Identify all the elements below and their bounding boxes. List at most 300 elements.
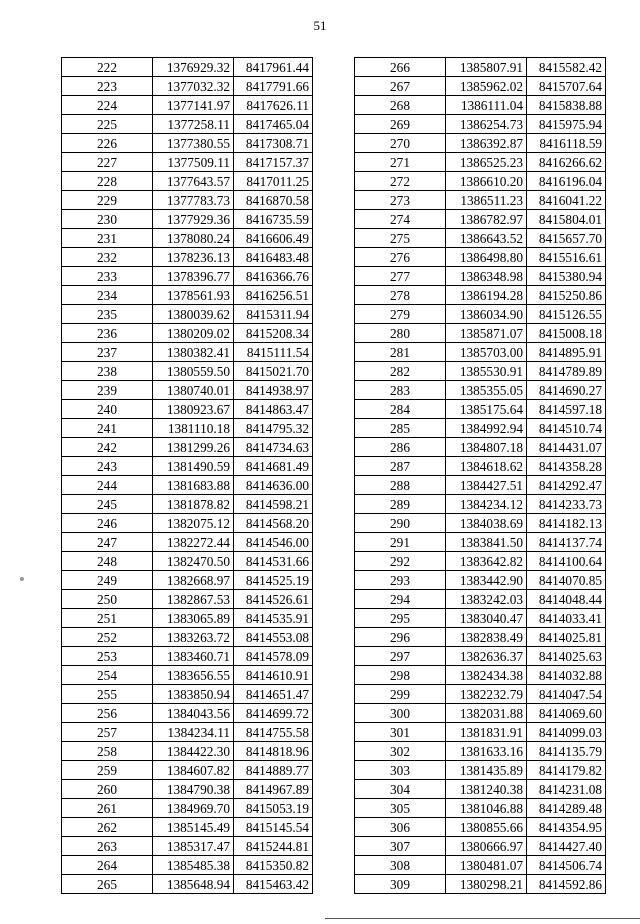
- x-coordinate-cell: 1381435.89: [446, 761, 527, 780]
- y-coordinate-cell: 8414568.20: [234, 514, 313, 533]
- table-row: [355, 685, 606, 704]
- y-coordinate-cell: 8417157.37: [234, 153, 313, 172]
- y-coordinate-cell: 8414526.61: [234, 590, 313, 609]
- table-row: [355, 666, 606, 685]
- y-coordinate-cell: 8416735.59: [234, 210, 313, 229]
- point-number-cell: 254: [62, 666, 153, 685]
- table-row: [62, 362, 313, 381]
- scan-edge-line: [325, 918, 640, 919]
- y-coordinate-cell: 8415975.94: [527, 115, 606, 134]
- y-coordinate-cell: 8415516.61: [527, 248, 606, 267]
- point-number-cell: 293: [355, 571, 446, 590]
- x-coordinate-cell: 1378080.24: [153, 229, 234, 248]
- y-coordinate-cell: 8416118.59: [527, 134, 606, 153]
- table-row: [355, 552, 606, 571]
- table-row: [355, 628, 606, 647]
- point-number-cell: 237: [62, 343, 153, 362]
- table-row: [62, 571, 313, 590]
- table-row: [355, 799, 606, 818]
- x-coordinate-cell: 1383460.71: [153, 647, 234, 666]
- y-coordinate-cell: 8415838.88: [527, 96, 606, 115]
- table-row: [62, 286, 313, 305]
- y-coordinate-cell: 8416483.48: [234, 248, 313, 267]
- x-coordinate-cell: 1386782.97: [446, 210, 527, 229]
- x-coordinate-cell: 1385703.00: [446, 343, 527, 362]
- table-row: [355, 172, 606, 191]
- point-number-cell: 266: [355, 58, 446, 77]
- y-coordinate-cell: 8414179.82: [527, 761, 606, 780]
- table-row: [62, 324, 313, 343]
- point-number-cell: 281: [355, 343, 446, 362]
- table-row: [355, 514, 606, 533]
- x-coordinate-cell: 1384607.82: [153, 761, 234, 780]
- point-number-cell: 238: [62, 362, 153, 381]
- x-coordinate-cell: 1377643.57: [153, 172, 234, 191]
- x-coordinate-cell: 1383242.03: [446, 590, 527, 609]
- y-coordinate-cell: 8414938.97: [234, 381, 313, 400]
- y-coordinate-cell: 8414546.00: [234, 533, 313, 552]
- point-number-cell: 257: [62, 723, 153, 742]
- y-coordinate-cell: 8414069.60: [527, 704, 606, 723]
- x-coordinate-cell: 1386392.87: [446, 134, 527, 153]
- point-number-cell: 226: [62, 134, 153, 153]
- table-row: [62, 761, 313, 780]
- point-number-cell: 232: [62, 248, 153, 267]
- table-row: [62, 400, 313, 419]
- x-coordinate-cell: 1380209.02: [153, 324, 234, 343]
- x-coordinate-cell: 1377258.11: [153, 115, 234, 134]
- y-coordinate-cell: 8414025.81: [527, 628, 606, 647]
- table-row: [62, 685, 313, 704]
- point-number-cell: 274: [355, 210, 446, 229]
- point-number-cell: 236: [62, 324, 153, 343]
- table-row: [62, 742, 313, 761]
- x-coordinate-cell: 1384038.69: [446, 514, 527, 533]
- table-row: [62, 58, 313, 77]
- table-row: [355, 115, 606, 134]
- point-number-cell: 269: [355, 115, 446, 134]
- point-number-cell: 295: [355, 609, 446, 628]
- y-coordinate-cell: 8414795.32: [234, 419, 313, 438]
- coordinates-table-right: [354, 57, 606, 894]
- point-number-cell: 260: [62, 780, 153, 799]
- x-coordinate-cell: 1384427.51: [446, 476, 527, 495]
- point-number-cell: 273: [355, 191, 446, 210]
- x-coordinate-cell: 1384969.70: [153, 799, 234, 818]
- x-coordinate-cell: 1385175.64: [446, 400, 527, 419]
- x-coordinate-cell: 1380855.66: [446, 818, 527, 837]
- table-row: [62, 590, 313, 609]
- x-coordinate-cell: 1380666.97: [446, 837, 527, 856]
- y-coordinate-cell: 8414598.21: [234, 495, 313, 514]
- y-coordinate-cell: 8414137.74: [527, 533, 606, 552]
- x-coordinate-cell: 1386194.28: [446, 286, 527, 305]
- x-coordinate-cell: 1380298.21: [446, 875, 527, 894]
- point-number-cell: 223: [62, 77, 153, 96]
- point-number-cell: 245: [62, 495, 153, 514]
- x-coordinate-cell: 1382470.50: [153, 552, 234, 571]
- y-coordinate-cell: 8414032.88: [527, 666, 606, 685]
- table-row: [355, 362, 606, 381]
- point-number-cell: 241: [62, 419, 153, 438]
- table-row: [62, 666, 313, 685]
- point-number-cell: 309: [355, 875, 446, 894]
- y-coordinate-cell: 8414100.64: [527, 552, 606, 571]
- x-coordinate-cell: 1383850.94: [153, 685, 234, 704]
- y-coordinate-cell: 8414099.03: [527, 723, 606, 742]
- coordinates-table-left: [61, 57, 313, 894]
- page-number: 51: [313, 18, 327, 33]
- y-coordinate-cell: 8414734.63: [234, 438, 313, 457]
- x-coordinate-cell: 1383642.82: [446, 552, 527, 571]
- x-coordinate-cell: 1384043.56: [153, 704, 234, 723]
- x-coordinate-cell: 1381490.59: [153, 457, 234, 476]
- table-row: [355, 761, 606, 780]
- table-row: [62, 495, 313, 514]
- point-number-cell: 286: [355, 438, 446, 457]
- point-number-cell: 234: [62, 286, 153, 305]
- y-coordinate-cell: 8414292.47: [527, 476, 606, 495]
- x-coordinate-cell: 1384992.94: [446, 419, 527, 438]
- y-coordinate-cell: 8414789.89: [527, 362, 606, 381]
- table-row: [62, 780, 313, 799]
- x-coordinate-cell: 1382636.37: [446, 647, 527, 666]
- point-number-cell: 263: [62, 837, 153, 856]
- x-coordinate-cell: 1381240.38: [446, 780, 527, 799]
- y-coordinate-cell: 8414048.44: [527, 590, 606, 609]
- point-number-cell: 242: [62, 438, 153, 457]
- point-number-cell: 228: [62, 172, 153, 191]
- x-coordinate-cell: 1386511.23: [446, 191, 527, 210]
- y-coordinate-cell: 8414863.47: [234, 400, 313, 419]
- y-coordinate-cell: 8414358.28: [527, 457, 606, 476]
- x-coordinate-cell: 1382867.53: [153, 590, 234, 609]
- point-number-cell: 287: [355, 457, 446, 476]
- y-coordinate-cell: 8414553.08: [234, 628, 313, 647]
- x-coordinate-cell: 1381683.88: [153, 476, 234, 495]
- y-coordinate-cell: 8414755.58: [234, 723, 313, 742]
- table-row: [355, 324, 606, 343]
- x-coordinate-cell: 1381831.91: [446, 723, 527, 742]
- table-row: [62, 799, 313, 818]
- point-number-cell: 302: [355, 742, 446, 761]
- table-row: [62, 533, 313, 552]
- y-coordinate-cell: 8414135.79: [527, 742, 606, 761]
- x-coordinate-cell: 1376929.32: [153, 58, 234, 77]
- table-row: [62, 134, 313, 153]
- x-coordinate-cell: 1386348.98: [446, 267, 527, 286]
- point-number-cell: 264: [62, 856, 153, 875]
- x-coordinate-cell: 1380481.07: [446, 856, 527, 875]
- point-number-cell: 244: [62, 476, 153, 495]
- margin-mark: [20, 577, 24, 581]
- table-row: [62, 210, 313, 229]
- x-coordinate-cell: 1378236.13: [153, 248, 234, 267]
- table-row: [355, 438, 606, 457]
- y-coordinate-cell: 8415208.34: [234, 324, 313, 343]
- table-row: [62, 77, 313, 96]
- y-coordinate-cell: 8415582.42: [527, 58, 606, 77]
- y-coordinate-cell: 8415021.70: [234, 362, 313, 381]
- x-coordinate-cell: 1382232.79: [446, 685, 527, 704]
- table-row: [355, 590, 606, 609]
- x-coordinate-cell: 1383065.89: [153, 609, 234, 628]
- x-coordinate-cell: 1384234.11: [153, 723, 234, 742]
- table-row: [355, 533, 606, 552]
- x-coordinate-cell: 1384234.12: [446, 495, 527, 514]
- x-coordinate-cell: 1377380.55: [153, 134, 234, 153]
- x-coordinate-cell: 1377783.73: [153, 191, 234, 210]
- x-coordinate-cell: 1381046.88: [446, 799, 527, 818]
- table-row: [62, 305, 313, 324]
- point-number-cell: 243: [62, 457, 153, 476]
- x-coordinate-cell: 1377929.36: [153, 210, 234, 229]
- table-row: [62, 647, 313, 666]
- y-coordinate-cell: 8414510.74: [527, 419, 606, 438]
- x-coordinate-cell: 1382075.12: [153, 514, 234, 533]
- y-coordinate-cell: 8414592.86: [527, 875, 606, 894]
- x-coordinate-cell: 1381299.26: [153, 438, 234, 457]
- y-coordinate-cell: 8414895.91: [527, 343, 606, 362]
- table-row: [62, 723, 313, 742]
- point-number-cell: 233: [62, 267, 153, 286]
- table-row: [62, 818, 313, 837]
- point-number-cell: 259: [62, 761, 153, 780]
- point-number-cell: 224: [62, 96, 153, 115]
- table-row: [355, 305, 606, 324]
- table-row: [62, 96, 313, 115]
- x-coordinate-cell: 1385807.91: [446, 58, 527, 77]
- point-number-cell: 301: [355, 723, 446, 742]
- table-row: [355, 818, 606, 837]
- point-number-cell: 262: [62, 818, 153, 837]
- table-row: [355, 571, 606, 590]
- table-row: [62, 609, 313, 628]
- y-coordinate-cell: 8415463.42: [234, 875, 313, 894]
- point-number-cell: 288: [355, 476, 446, 495]
- point-number-cell: 267: [355, 77, 446, 96]
- table-row: [355, 77, 606, 96]
- table-row: [62, 476, 313, 495]
- table-row: [355, 134, 606, 153]
- point-number-cell: 308: [355, 856, 446, 875]
- table-row: [355, 381, 606, 400]
- point-number-cell: 280: [355, 324, 446, 343]
- point-number-cell: 285: [355, 419, 446, 438]
- point-number-cell: 279: [355, 305, 446, 324]
- point-number-cell: 296: [355, 628, 446, 647]
- x-coordinate-cell: 1383841.50: [446, 533, 527, 552]
- x-coordinate-cell: 1386498.80: [446, 248, 527, 267]
- point-number-cell: 304: [355, 780, 446, 799]
- x-coordinate-cell: 1385145.49: [153, 818, 234, 837]
- y-coordinate-cell: 8415707.64: [527, 77, 606, 96]
- x-coordinate-cell: 1380559.50: [153, 362, 234, 381]
- x-coordinate-cell: 1385648.94: [153, 875, 234, 894]
- y-coordinate-cell: 8414818.96: [234, 742, 313, 761]
- point-number-cell: 247: [62, 533, 153, 552]
- y-coordinate-cell: 8417465.04: [234, 115, 313, 134]
- table-row: [62, 343, 313, 362]
- y-coordinate-cell: 8414690.27: [527, 381, 606, 400]
- point-number-cell: 277: [355, 267, 446, 286]
- y-coordinate-cell: 8416256.51: [234, 286, 313, 305]
- y-coordinate-cell: 8414025.63: [527, 647, 606, 666]
- y-coordinate-cell: 8414889.77: [234, 761, 313, 780]
- y-coordinate-cell: 8414231.08: [527, 780, 606, 799]
- table-row: [62, 419, 313, 438]
- y-coordinate-cell: 8415126.55: [527, 305, 606, 324]
- x-coordinate-cell: 1380740.01: [153, 381, 234, 400]
- y-coordinate-cell: 8414506.74: [527, 856, 606, 875]
- table-row: [355, 704, 606, 723]
- x-coordinate-cell: 1384807.18: [446, 438, 527, 457]
- x-coordinate-cell: 1383263.72: [153, 628, 234, 647]
- table-row: [355, 400, 606, 419]
- x-coordinate-cell: 1377509.11: [153, 153, 234, 172]
- x-coordinate-cell: 1386254.73: [446, 115, 527, 134]
- point-number-cell: 276: [355, 248, 446, 267]
- point-number-cell: 272: [355, 172, 446, 191]
- y-coordinate-cell: 8414070.85: [527, 571, 606, 590]
- table-row: [62, 191, 313, 210]
- point-number-cell: 307: [355, 837, 446, 856]
- table-row: [355, 419, 606, 438]
- table-row: [62, 229, 313, 248]
- point-number-cell: 292: [355, 552, 446, 571]
- y-coordinate-cell: 8414597.18: [527, 400, 606, 419]
- y-coordinate-cell: 8415350.82: [234, 856, 313, 875]
- table-row: [355, 856, 606, 875]
- point-number-cell: 283: [355, 381, 446, 400]
- table-row: [62, 381, 313, 400]
- x-coordinate-cell: 1382272.44: [153, 533, 234, 552]
- x-coordinate-cell: 1380382.41: [153, 343, 234, 362]
- y-coordinate-cell: 8417308.71: [234, 134, 313, 153]
- table-row: [355, 248, 606, 267]
- table-row: [355, 58, 606, 77]
- table-row: [355, 267, 606, 286]
- point-number-cell: 225: [62, 115, 153, 134]
- x-coordinate-cell: 1384422.30: [153, 742, 234, 761]
- y-coordinate-cell: 8416870.58: [234, 191, 313, 210]
- table-row: [62, 267, 313, 286]
- x-coordinate-cell: 1382838.49: [446, 628, 527, 647]
- x-coordinate-cell: 1386525.23: [446, 153, 527, 172]
- point-number-cell: 252: [62, 628, 153, 647]
- x-coordinate-cell: 1386111.04: [446, 96, 527, 115]
- table-row: [62, 115, 313, 134]
- y-coordinate-cell: 8414427.40: [527, 837, 606, 856]
- point-number-cell: 240: [62, 400, 153, 419]
- point-number-cell: 261: [62, 799, 153, 818]
- x-coordinate-cell: 1380039.62: [153, 305, 234, 324]
- y-coordinate-cell: 8415008.18: [527, 324, 606, 343]
- y-coordinate-cell: 8414610.91: [234, 666, 313, 685]
- point-number-cell: 231: [62, 229, 153, 248]
- x-coordinate-cell: 1385530.91: [446, 362, 527, 381]
- table-row: [355, 647, 606, 666]
- y-coordinate-cell: 8415244.81: [234, 837, 313, 856]
- x-coordinate-cell: 1377032.32: [153, 77, 234, 96]
- x-coordinate-cell: 1385485.38: [153, 856, 234, 875]
- table-row: [62, 438, 313, 457]
- point-number-cell: 270: [355, 134, 446, 153]
- point-number-cell: 235: [62, 305, 153, 324]
- table-row: [355, 609, 606, 628]
- table-row: [62, 514, 313, 533]
- table-row: [355, 153, 606, 172]
- point-number-cell: 303: [355, 761, 446, 780]
- table-row: [355, 210, 606, 229]
- x-coordinate-cell: 1386034.90: [446, 305, 527, 324]
- x-coordinate-cell: 1383442.90: [446, 571, 527, 590]
- table-row: [355, 191, 606, 210]
- table-row: [62, 875, 313, 894]
- x-coordinate-cell: 1381110.18: [153, 419, 234, 438]
- x-coordinate-cell: 1385355.05: [446, 381, 527, 400]
- table-row: [62, 552, 313, 571]
- table-row: [62, 628, 313, 647]
- x-coordinate-cell: 1386643.52: [446, 229, 527, 248]
- point-number-cell: 294: [355, 590, 446, 609]
- point-number-cell: 298: [355, 666, 446, 685]
- point-number-cell: 306: [355, 818, 446, 837]
- y-coordinate-cell: 8414636.00: [234, 476, 313, 495]
- y-coordinate-cell: 8414289.48: [527, 799, 606, 818]
- table-row: [62, 457, 313, 476]
- y-coordinate-cell: 8417791.66: [234, 77, 313, 96]
- table-row: [355, 723, 606, 742]
- y-coordinate-cell: 8415250.86: [527, 286, 606, 305]
- point-number-cell: 289: [355, 495, 446, 514]
- y-coordinate-cell: 8415111.54: [234, 343, 313, 362]
- y-coordinate-cell: 8414182.13: [527, 514, 606, 533]
- x-coordinate-cell: 1382031.88: [446, 704, 527, 723]
- x-coordinate-cell: 1378396.77: [153, 267, 234, 286]
- point-number-cell: 284: [355, 400, 446, 419]
- y-coordinate-cell: 8416366.76: [234, 267, 313, 286]
- y-coordinate-cell: 8415311.94: [234, 305, 313, 324]
- y-coordinate-cell: 8416196.04: [527, 172, 606, 191]
- table-row: [62, 248, 313, 267]
- point-number-cell: 248: [62, 552, 153, 571]
- y-coordinate-cell: 8414354.95: [527, 818, 606, 837]
- point-number-cell: 278: [355, 286, 446, 305]
- y-coordinate-cell: 8414535.91: [234, 609, 313, 628]
- point-number-cell: 256: [62, 704, 153, 723]
- y-coordinate-cell: 8414651.47: [234, 685, 313, 704]
- y-coordinate-cell: 8414578.09: [234, 647, 313, 666]
- y-coordinate-cell: 8416041.22: [527, 191, 606, 210]
- table-row: [355, 286, 606, 305]
- y-coordinate-cell: 8414233.73: [527, 495, 606, 514]
- x-coordinate-cell: 1385871.07: [446, 324, 527, 343]
- table-row: [62, 704, 313, 723]
- point-number-cell: 253: [62, 647, 153, 666]
- x-coordinate-cell: 1378561.93: [153, 286, 234, 305]
- point-number-cell: 300: [355, 704, 446, 723]
- point-number-cell: 299: [355, 685, 446, 704]
- table-row: [355, 229, 606, 248]
- point-number-cell: 249: [62, 571, 153, 590]
- table-row: [355, 780, 606, 799]
- point-number-cell: 275: [355, 229, 446, 248]
- table-row: [355, 495, 606, 514]
- point-number-cell: 282: [355, 362, 446, 381]
- point-number-cell: 290: [355, 514, 446, 533]
- x-coordinate-cell: 1380923.67: [153, 400, 234, 419]
